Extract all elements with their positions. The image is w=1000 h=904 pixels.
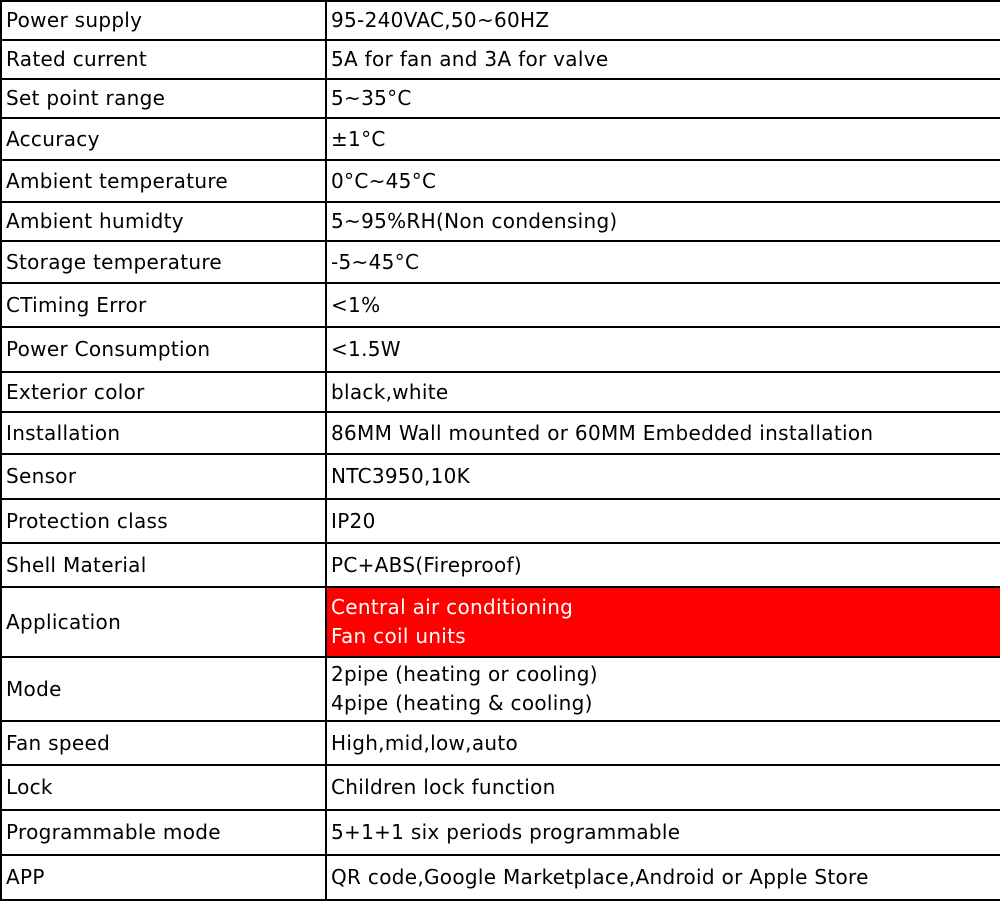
spec-row-protection-class [1, 499, 1000, 543]
spec-value [326, 160, 1000, 202]
spec-value [326, 118, 1000, 160]
spec-value-line: Central air conditioning [331, 595, 574, 619]
spec-row-ambient-humidty [1, 202, 1000, 241]
spec-row-mode [1, 657, 1000, 721]
spec-row-fan-speed [1, 721, 1000, 765]
spec-label: Application [1, 587, 326, 657]
spec-row-accuracy [1, 118, 1000, 160]
spec-value [326, 543, 1000, 587]
spec-value-line: 5~95%RH(Non condensing) [331, 209, 618, 233]
spec-label: Programmable mode [1, 810, 326, 855]
spec-value [326, 327, 1000, 372]
spec-label: Ambient humidty [1, 202, 326, 241]
specification-table-body [1, 1, 1000, 900]
spec-value-line: PC+ABS(Fireproof) [331, 552, 522, 577]
spec-value-line: black,white [331, 379, 449, 404]
spec-value [326, 202, 1000, 241]
spec-row-lock [1, 765, 1000, 810]
spec-value [326, 810, 1000, 855]
spec-row-programmable-mode [1, 810, 1000, 855]
spec-value [326, 855, 1000, 900]
spec-value [326, 587, 1000, 657]
spec-label: Sensor [1, 454, 326, 499]
spec-value-line: QR code,Google Marketplace,Android or Apple Store [331, 865, 869, 889]
spec-label: CTiming Error [1, 283, 326, 327]
spec-value-line: -5~45°C [331, 249, 420, 274]
spec-row-storage-temperature [1, 241, 1000, 283]
spec-label: Exterior color [1, 372, 326, 412]
spec-value-line: Fan coil units [331, 624, 467, 648]
spec-value [326, 721, 1000, 765]
spec-row-application [1, 587, 1000, 657]
spec-value [326, 657, 1000, 721]
spec-value-line: High,mid,low,auto [331, 730, 519, 755]
spec-row-installation [1, 412, 1000, 454]
spec-label: Ambient temperature [1, 160, 326, 202]
spec-label: Fan speed [1, 721, 326, 765]
spec-value [326, 1, 1000, 40]
spec-row-power-consumption [1, 327, 1000, 372]
spec-value [326, 283, 1000, 327]
spec-value [326, 765, 1000, 810]
spec-label: Set point range [1, 79, 326, 118]
spec-value-line: 2pipe (heating or cooling) [331, 662, 598, 686]
spec-value-line: 4pipe (heating & cooling) [331, 691, 593, 715]
spec-value-line: Children lock function [331, 775, 556, 799]
spec-label: Power supply [1, 1, 326, 40]
spec-value-line: <1.5W [331, 337, 401, 361]
spec-label: Power Consumption [1, 327, 326, 372]
spec-value-line: ±1°C [331, 126, 386, 151]
spec-row-power-supply [1, 1, 1000, 40]
spec-row-set-point-range [1, 79, 1000, 118]
spec-row-exterior-color [1, 372, 1000, 412]
spec-label: Rated current [1, 40, 326, 79]
spec-value [326, 40, 1000, 79]
spec-value [326, 454, 1000, 499]
spec-label: Shell Material [1, 543, 326, 587]
spec-value [326, 412, 1000, 454]
spec-value-line: 95-240VAC,50~60HZ [331, 8, 550, 32]
spec-value [326, 372, 1000, 412]
spec-value [326, 241, 1000, 283]
spec-value-line: 5+1+1 six periods programmable [331, 820, 681, 844]
spec-label: Protection class [1, 499, 326, 543]
spec-value [326, 499, 1000, 543]
spec-row-rated-current [1, 40, 1000, 79]
spec-label: Installation [1, 412, 326, 454]
spec-row-sensor [1, 454, 1000, 499]
spec-row-app [1, 855, 1000, 900]
spec-label: Lock [1, 765, 326, 810]
spec-value-line: 86MM Wall mounted or 60MM Embedded installation [331, 420, 874, 445]
spec-label: Storage temperature [1, 241, 326, 283]
spec-row-shell-material [1, 543, 1000, 587]
spec-value-line: IP20 [331, 508, 376, 533]
spec-row-ctiming-error [1, 283, 1000, 327]
spec-value-line: 5~35°C [331, 86, 412, 110]
spec-value-line: 0°C~45°C [331, 168, 437, 193]
spec-value-line: <1% [331, 292, 381, 317]
spec-value [326, 79, 1000, 118]
spec-value-line: NTC3950,10K [331, 464, 471, 488]
spec-row-ambient-temperature [1, 160, 1000, 202]
spec-value-line: 5A for fan and 3A for valve [331, 47, 609, 71]
spec-label: Mode [1, 657, 326, 721]
spec-label: Accuracy [1, 118, 326, 160]
spec-label: APP [1, 855, 326, 900]
